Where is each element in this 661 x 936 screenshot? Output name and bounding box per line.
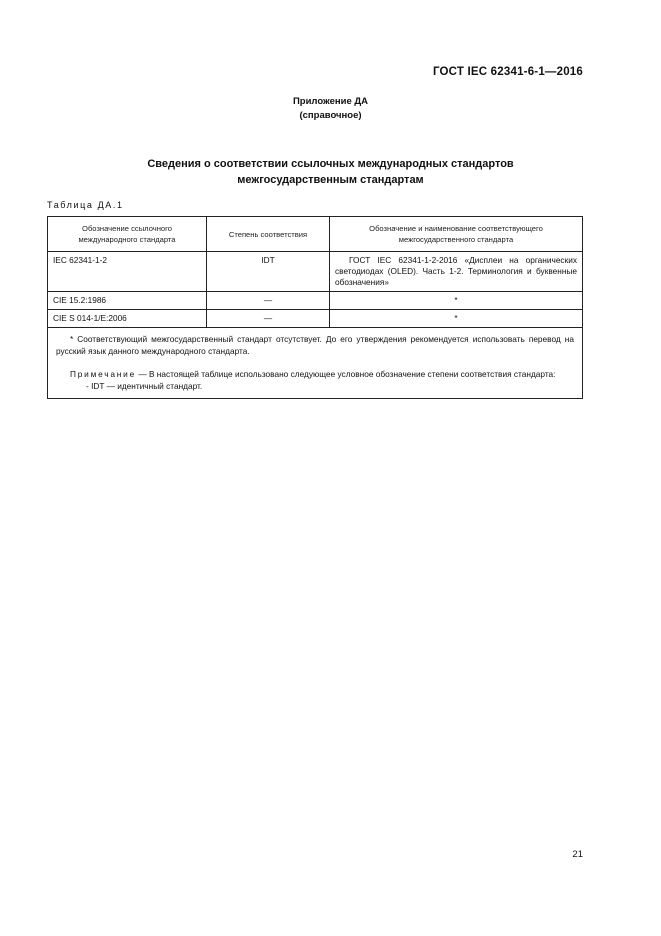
appendix-heading — [0, 95, 661, 123]
table-cell: * — [330, 310, 583, 328]
appendix-subtitle: (справочное) — [299, 110, 362, 121]
correspondence-table — [47, 216, 583, 399]
table-cell: — — [207, 292, 330, 310]
table-cell: CIE S 014-1/E:2006 — [48, 310, 207, 328]
table-cell: IEC 62341-1-2 — [48, 252, 207, 292]
table-header-row — [48, 217, 583, 252]
table-row — [48, 252, 583, 292]
table-note — [56, 369, 574, 381]
note-text: — В настоящей таблице использовано следующее условное обозначение степени соответствия стандарта: — [136, 369, 556, 379]
table-header-cell: Обозначение ссылочного международного стандарта — [48, 217, 207, 252]
table-cell: CIE 15.2:1986 — [48, 292, 207, 310]
table-footer — [48, 328, 583, 399]
table-cell: ГОСТ IEC 62341-1-2-2016 «Дисплеи на органических светодиодах (OLED). Часть 1-2. Терминология и буквенные обозначения» — [330, 252, 583, 292]
table-footer-row — [48, 328, 583, 399]
table-header-cell: Степень соответствия — [207, 217, 330, 252]
table-caption: Таблица ДА.1 — [47, 200, 124, 210]
section-title-line1: Сведения о соответствии ссылочных международных стандартов — [147, 158, 514, 170]
table-cell: IDT — [207, 252, 330, 292]
table-cell: * — [330, 292, 583, 310]
standard-code: ГОСТ IEC 62341-6-1—2016 — [432, 66, 583, 78]
table-cell: — — [207, 310, 330, 328]
section-title-line2: межгосударственным стандартам — [237, 174, 424, 186]
note-label: Примечание — [70, 369, 137, 379]
table-row — [48, 310, 583, 328]
table-row — [48, 292, 583, 310]
table-header-cell: Обозначение и наименование соответствующего межгосударственного стандарта — [330, 217, 583, 252]
note-list-item: - IDT — идентичный стандарт. — [86, 380, 203, 391]
appendix-title: Приложение ДА — [292, 96, 369, 107]
section-title — [0, 156, 661, 188]
table-footnote: * Соответствующий межгосударственный стандарт отсутствует. До его утверждения рекомендуется использовать перевод на русский язык данного международного стандарта. — [56, 334, 574, 356]
page-number: 21 — [572, 849, 583, 860]
